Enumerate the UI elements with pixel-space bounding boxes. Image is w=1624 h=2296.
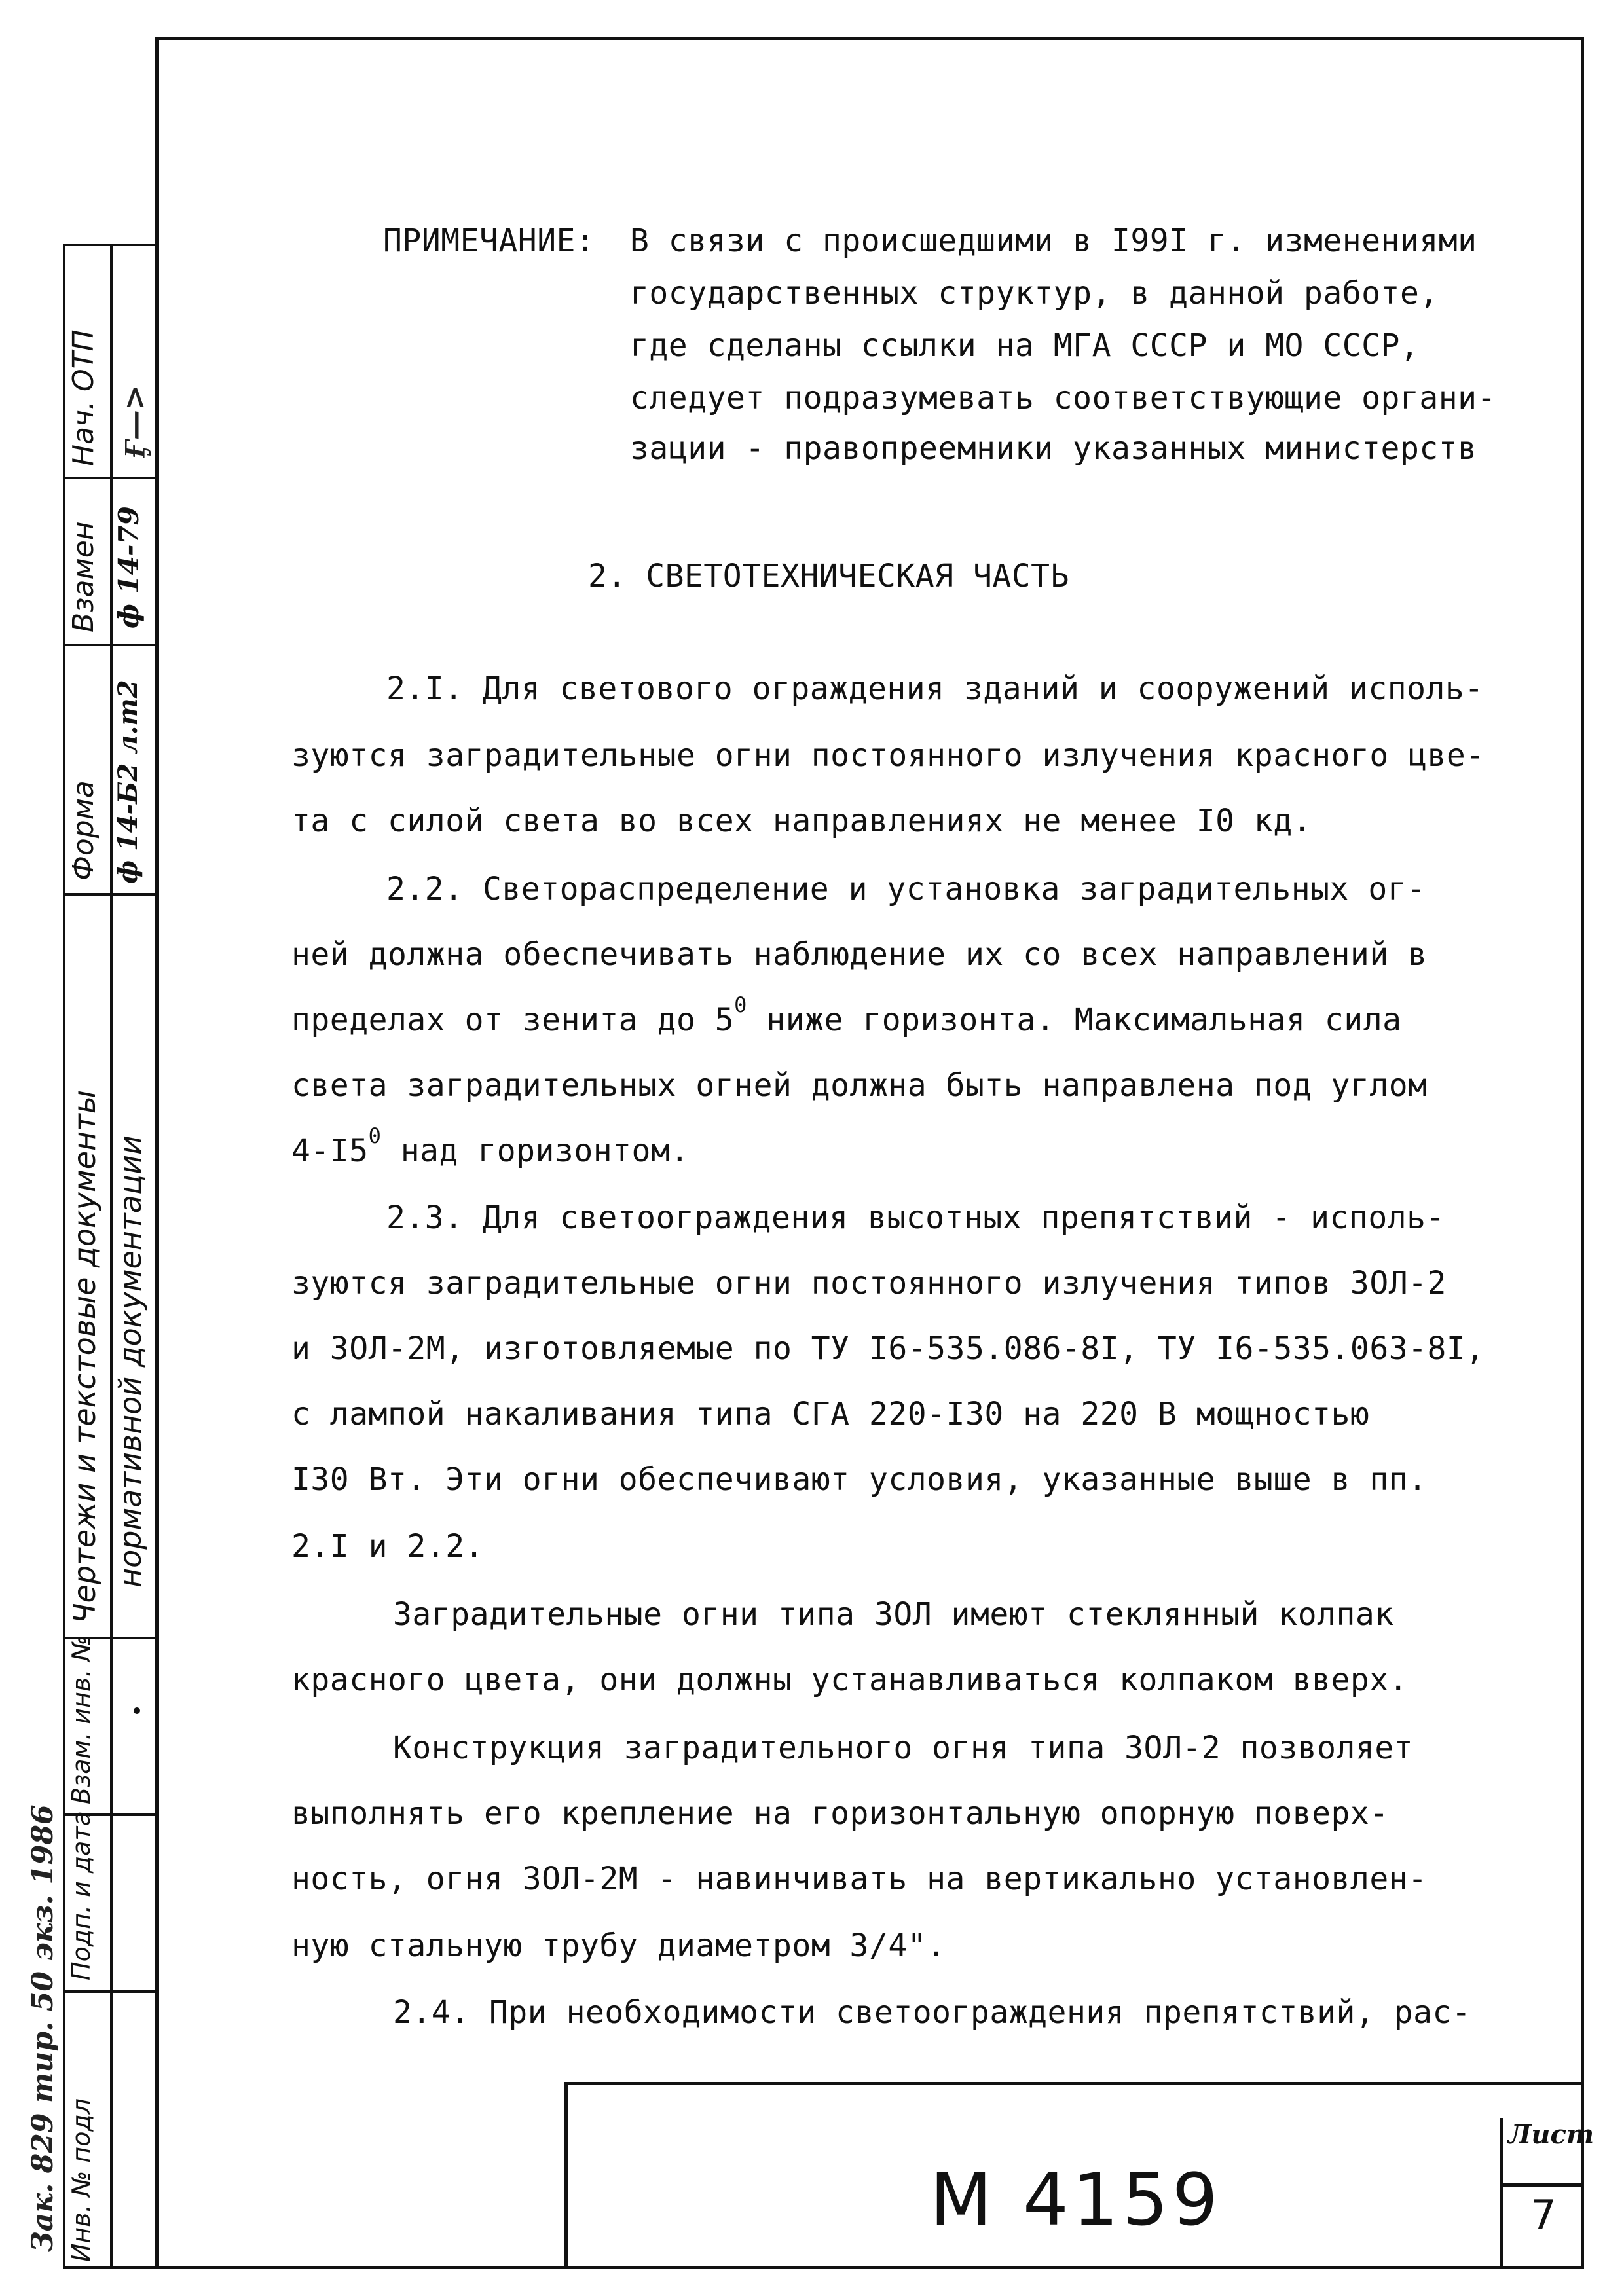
paragraph-line: I30 Вт. Эти огни обеспечивают условия, указанные выше в пп. bbox=[291, 1461, 1428, 1498]
paragraph-line: Конструкция заградительного огня типа ЗОЛ-2 позволяет bbox=[393, 1730, 1414, 1766]
sign-date-label: Подп. и дата bbox=[67, 1811, 96, 1980]
stamp-mark bbox=[134, 1707, 140, 1714]
degree-sup: 0 bbox=[368, 1123, 382, 1148]
paragraph-line: выполнять его крепление на горизонтальную опорную поверх- bbox=[291, 1795, 1389, 1832]
paragraph-line: ность, огня ЗОЛ-2М - навинчивать на вертикально установлен- bbox=[291, 1861, 1428, 1897]
paragraph-line: ную стальную трубу диаметром 3/4". bbox=[291, 1927, 946, 1964]
paragraph-line: 2.3. Для светоограждения высотных препятствий - исполь- bbox=[386, 1199, 1445, 1236]
order-note: Зак. 829 тир. 50 экз. 1986 bbox=[26, 1804, 60, 2252]
paragraph-line: зуются заградительные огни постоянного излучения красного цве- bbox=[291, 737, 1485, 774]
paragraph-line: $4-I5^0$ над горизонтом. bbox=[291, 1123, 690, 1169]
strip-divider bbox=[63, 477, 155, 479]
note-line: где сделаны ссылки на МГА СССР и МО СССР, bbox=[630, 327, 1420, 364]
form-label: Форма bbox=[67, 780, 100, 881]
paragraph-line: ней должна обеспечивать наблюдение их со всех направлений в bbox=[291, 936, 1428, 973]
sheet-box bbox=[1500, 2118, 1595, 2269]
replace-value: ф 14-79 bbox=[113, 506, 145, 629]
sheet-label: Лист bbox=[1508, 2119, 1595, 2150]
paragraph-line: зуются заградительные огни постоянного излучения типов ЗОЛ-2 bbox=[291, 1265, 1447, 1302]
paragraph-line: пределах от зенита до $5^0$ ниже горизонта. Максимальная сила bbox=[291, 993, 1402, 1038]
strip-divider bbox=[63, 1990, 155, 1993]
inv-orig-label: Инв. № подл bbox=[67, 2098, 96, 2262]
replace-label: Взамен bbox=[67, 521, 100, 632]
degree-sup: 0 bbox=[734, 993, 747, 1017]
document-code: М 4159 bbox=[930, 2158, 1222, 2242]
paragraph-line: 2.I и 2.2. bbox=[291, 1528, 484, 1565]
paragraph-line: красного цвета, они должны устанавливаться колпаком вверх. bbox=[291, 1662, 1409, 1698]
chief-signature: Ӻ—> bbox=[117, 384, 152, 458]
form-value: ф 14-Б2 л.т2 bbox=[113, 680, 143, 884]
paragraph-line: Заградительные огни типа ЗОЛ имеют стеклянный колпак bbox=[393, 1596, 1394, 1633]
paragraph-line: 2.2. Светораспределение и установка заградительных ог- bbox=[386, 871, 1426, 907]
note-line: В связи с происшедшими в I99I г. изменениями bbox=[630, 223, 1477, 259]
category-line1: Чертежи и текстовые документы bbox=[67, 1089, 102, 1624]
inv-replace-label: Взам. инв. № bbox=[67, 1635, 96, 1804]
strip-divider bbox=[63, 893, 155, 896]
note-line: следует подразумевать соответствующие органи- bbox=[630, 380, 1496, 416]
paragraph-line: та с силой света во всех направлениях не менее I0 кд. bbox=[291, 803, 1312, 839]
sheet-number: 7 bbox=[1530, 2191, 1557, 2239]
note-line: государственных структур, в данной работе, bbox=[630, 275, 1439, 312]
note-label: ПРИМЕЧАНИЕ: bbox=[383, 223, 595, 259]
paragraph-line: и ЗОЛ-2М, изготовляемые по ТУ I6-535.086-8I, ТУ I6-535.063-8I, bbox=[291, 1330, 1485, 1367]
note-line: зации - правопреемники указанных министерств bbox=[630, 430, 1477, 467]
paragraph-line: 2.4. При необходимости светоограждения препятствий, рас- bbox=[393, 1994, 1471, 2031]
section-title: 2. СВЕТОТЕХНИЧЕСКАЯ ЧАСТЬ bbox=[588, 558, 1069, 594]
paragraph-line: света заградительных огней должна быть направлена под углом bbox=[291, 1067, 1428, 1104]
category-line2: нормативной документации bbox=[113, 1135, 148, 1588]
chief-label: Нач. ОТП bbox=[67, 329, 100, 466]
paragraph-line: 2.I. Для светового ограждения зданий и сооружений исполь- bbox=[386, 670, 1484, 707]
paragraph-line: с лампой накаливания типа СГА 220-I30 на 220 В мощностью bbox=[291, 1396, 1370, 1432]
strip-divider bbox=[63, 644, 155, 646]
